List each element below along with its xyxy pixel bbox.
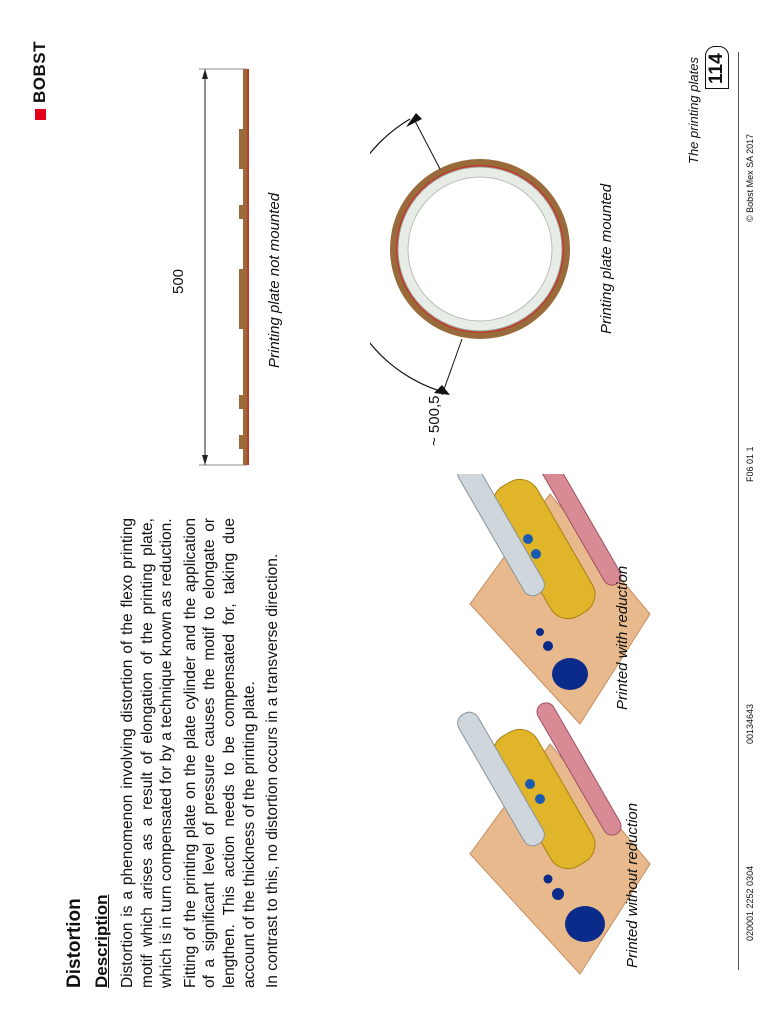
cylinder-bore [408, 177, 552, 321]
ink-dot [544, 875, 553, 884]
dimension-500-5: ~ 500,5 [426, 395, 443, 446]
arrow-right-icon [202, 69, 208, 79]
plate-relief [239, 435, 243, 449]
ink-dot-large [552, 658, 588, 690]
ink-dot [531, 549, 541, 559]
bobst-logo [30, 41, 50, 120]
footer-rule [738, 52, 739, 970]
doc-number: 020001 2252 0304 [745, 865, 755, 941]
ink-dot [525, 779, 535, 789]
description-text [118, 518, 287, 988]
dimension-500: 500 [170, 268, 187, 294]
caption-without-reduction: Printed without reduction [624, 802, 641, 968]
flat-plate-diagram [195, 64, 255, 469]
ink-dot [536, 628, 544, 636]
mounted-plate-diagram [370, 89, 600, 419]
page-title: Distortion [64, 898, 85, 988]
reference-number: 00134643 [745, 703, 755, 744]
plate-relief [239, 205, 243, 219]
logo-text: BOBST [30, 41, 49, 103]
press-without-reduction [454, 700, 650, 974]
ink-dot [535, 794, 545, 804]
leader-line [414, 119, 440, 169]
press-illustrations [400, 474, 660, 994]
plate-base-line [247, 69, 249, 465]
paragraph-2: Fitting of the printing plate on the plate cylinder and the application of a significant level of pressure causes the motif to elongate or lengthen. This action needs to be compensated for, taking due account of the thickness of the printing plate. [181, 518, 258, 988]
arrow-left-icon [202, 455, 208, 465]
caption-not-mounted: Printing plate not mounted [266, 192, 283, 368]
plate-relief [239, 269, 243, 329]
ink-dot [543, 641, 553, 651]
ink-dot-large [565, 906, 605, 942]
section-subtitle: Description [92, 894, 111, 988]
footer-page-title: The printing plates [686, 57, 701, 164]
form-code: F06 01 1 [745, 446, 755, 482]
plate-relief [239, 129, 243, 169]
ink-dot [523, 534, 533, 544]
ink-dot [552, 888, 564, 900]
caption-mounted: Printing plate mounted [598, 183, 615, 334]
plate-relief [239, 395, 243, 409]
paragraph-3: In contrast to this, no distortion occurs in a transverse direction. [264, 553, 282, 988]
copyright: © Bobst Mex SA 2017 [745, 133, 755, 222]
caption-with-reduction: Printed with reduction [614, 565, 631, 710]
logo-red-square [35, 109, 46, 120]
leader-line [442, 339, 462, 395]
paragraph-1: Distortion is a phenomenon involving distortion of the flexo printing motif which arises as a result of elongation of the printing plate, which is in turn compensated for by a technique known as reduction. [119, 518, 176, 988]
page-number: 114 [705, 46, 729, 89]
